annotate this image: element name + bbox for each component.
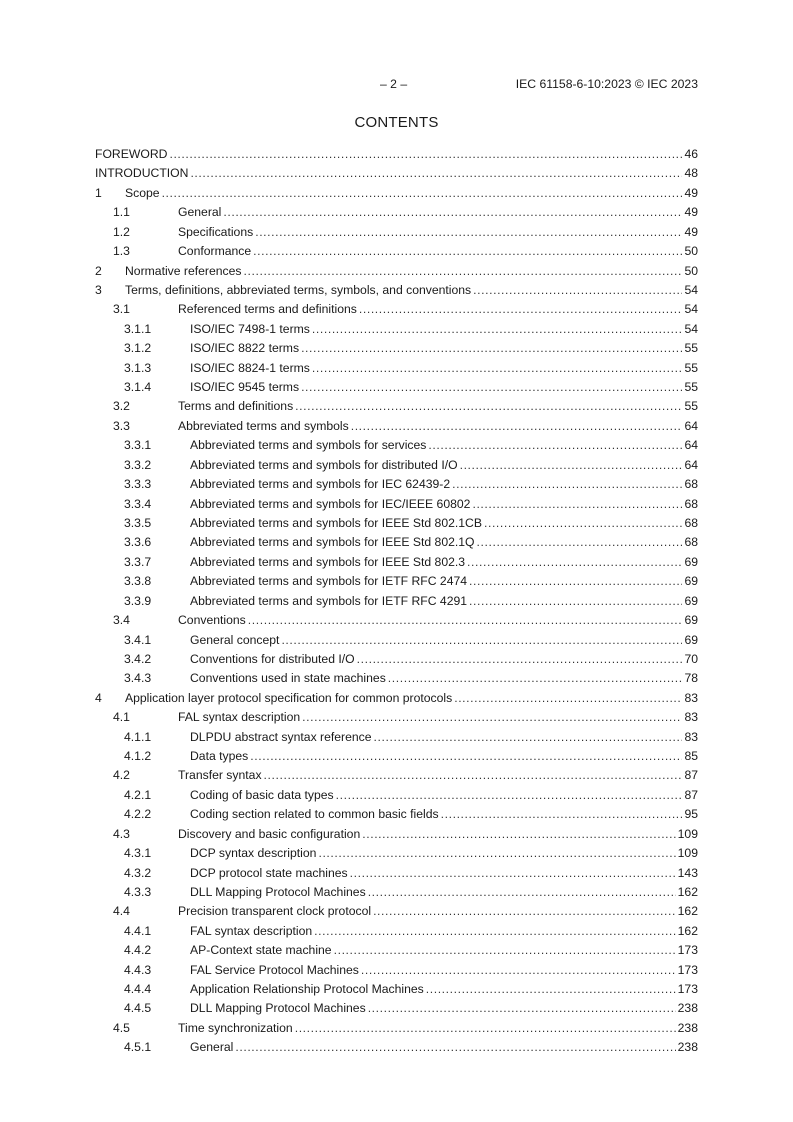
toc-entry-number: 3.1.2 [124,341,152,356]
toc-entry[interactable] [95,903,698,919]
toc-dot-leader [301,340,682,356]
toc-dot-leader [374,729,683,745]
toc-entry-number: 1.2 [113,224,130,239]
toc-entry-number: 3.1.1 [124,321,152,336]
toc-entry-number: 3.3.2 [124,457,152,472]
toc-entry-title: Coding section related to common basic fields [190,807,439,822]
toc-dot-leader [473,282,682,298]
toc-entry[interactable] [95,185,698,201]
toc-entry-number: 3.1.3 [124,360,152,375]
toc-entry-title: Abbreviated terms and symbols for IETF RFC 2474 [190,574,468,589]
toc-entry-title: General concept [190,632,280,647]
toc-entry[interactable] [95,321,698,337]
toc-entry[interactable] [95,534,698,550]
toc-dot-leader [336,787,683,803]
toc-entry-number: 3.1.4 [124,380,152,395]
toc-entry-title: Application Relationship Protocol Machines [190,982,424,997]
toc-entry-title: Application layer protocol specification for common protocols [125,690,453,705]
toc-entry-number: 3.3.7 [124,554,152,569]
toc-entry-number: 3.4.3 [124,671,152,686]
toc-entry-page: 69 [684,593,698,608]
toc-entry-title: AP-Context state machine [190,943,332,958]
toc-entry-page: 55 [684,341,698,356]
toc-entry-title: ISO/IEC 8824-1 terms [190,360,310,375]
toc-entry-number: 4.4 [113,904,130,919]
toc-entry-page: 64 [684,457,698,472]
toc-dot-leader [441,806,683,822]
toc-entry-page: 69 [684,632,698,647]
toc-entry-number: 1 [95,185,102,200]
toc-entry-page: 83 [684,710,698,725]
toc-entry-page: 87 [684,768,698,783]
toc-entry-title: FAL syntax description [178,710,301,725]
toc-entry-title: Abbreviated terms and symbols for IEC/IEEE 60802 [190,496,471,511]
toc-entry[interactable] [95,1039,698,1055]
toc-entry[interactable] [95,379,698,395]
toc-entry-title: ISO/IEC 7498-1 terms [190,321,310,336]
toc-dot-leader [281,632,682,648]
toc-entry-number: 3.3.8 [124,574,152,589]
toc-entry-page: 83 [684,729,698,744]
toc-entry-title: Discovery and basic configuration [178,826,361,841]
toc-dot-leader [368,884,676,900]
toc-entry-number: 4.3.2 [124,865,152,880]
toc-entry-number: 1.3 [113,244,130,259]
toc-dot-leader [318,845,675,861]
toc-entry[interactable] [95,826,698,842]
toc-entry[interactable] [95,457,698,473]
toc-entry-page: 95 [684,807,698,822]
toc-dot-leader [362,826,675,842]
toc-entry-number: 3.3.5 [124,515,152,530]
toc-entry-title: Abbreviated terms and symbols for IETF RFC 4291 [190,593,468,608]
toc-entry-page: 68 [684,535,698,550]
toc-entry-number: 3.4 [113,613,130,628]
toc-entry-page: 64 [684,438,698,453]
toc-dot-leader [314,923,675,939]
toc-entry-page: 68 [684,477,698,492]
toc-entry-number: 4.4.1 [124,923,152,938]
toc-entry[interactable] [95,243,698,259]
toc-entry-title: DLL Mapping Protocol Machines [190,1001,366,1016]
toc-entry-number: 4.5.1 [124,1040,152,1055]
toc-entry-title: DLL Mapping Protocol Machines [190,884,366,899]
toc-dot-leader [264,767,683,783]
toc-dot-leader [467,554,682,570]
toc-entry-number: 4.4.3 [124,962,152,977]
toc-dot-leader [428,437,682,453]
toc-entry[interactable] [95,612,698,628]
toc-entry-page: 49 [684,224,698,239]
toc-entry-number: 4.4.4 [124,982,152,997]
toc-dot-leader [472,496,682,512]
toc-entry-title: ISO/IEC 8822 terms [190,341,300,356]
toc-entry-number: 4.3.1 [124,846,152,861]
toc-entry-page: 70 [684,651,698,666]
toc-entry-title: General [178,205,222,220]
toc-entry-page: 69 [684,554,698,569]
toc-entry[interactable] [95,962,698,978]
toc-entry-title: Terms and definitions [178,399,294,414]
toc-entry-number: 1.1 [113,205,130,220]
toc-entry-title: Transfer syntax [178,768,262,783]
toc-entry-title: Scope [125,185,160,200]
toc-dot-leader [454,690,682,706]
toc-dot-leader [250,748,682,764]
toc-dot-leader [190,165,682,181]
toc-entry[interactable] [95,1000,698,1016]
toc-entry-title: DCP protocol state machines [190,865,348,880]
toc-entry-number: 3.3.9 [124,593,152,608]
toc-dot-leader [359,301,683,317]
toc-entry[interactable] [95,204,698,220]
page-title: CONTENTS [354,114,439,131]
toc-entry-page: 109 [677,826,698,841]
toc-entry-page: 49 [684,185,698,200]
toc-entry-title: Data types [190,749,249,764]
toc-entry-page: 173 [677,962,698,977]
toc-dot-leader [426,981,676,997]
toc-dot-leader [351,418,683,434]
toc-entry-page: 55 [684,360,698,375]
toc-dot-leader [169,146,682,162]
toc-entry-page: 55 [684,399,698,414]
toc-dot-leader [295,398,682,414]
toc-entry-title: DLPDU abstract syntax reference [190,729,372,744]
toc-entry[interactable] [95,398,698,414]
toc-entry-page: 162 [677,884,698,899]
toc-entry-page: 238 [677,1040,698,1055]
toc-entry-number: 3.3.1 [124,438,152,453]
toc-entry-title: Abbreviated terms and symbols for IEEE Std 802.3 [190,554,466,569]
toc-entry-title: Abbreviated terms and symbols for IEEE Std 802.1CB [190,515,482,530]
toc-dot-leader [484,515,682,531]
toc-entry[interactable] [95,360,698,376]
toc-entry[interactable] [95,632,698,648]
toc-entry[interactable] [95,806,698,822]
toc-entry-number: 3.4.1 [124,632,152,647]
toc-entry-page: 48 [684,166,698,181]
toc-entry-number: 4.2 [113,768,130,783]
toc-entry[interactable] [95,554,698,570]
toc-dot-leader [253,243,682,259]
toc-dot-leader [469,593,682,609]
toc-entry-page: 83 [684,690,698,705]
toc-entry-number: 4.2.2 [124,807,152,822]
toc-dot-leader [368,1000,676,1016]
toc-entry[interactable] [95,670,698,686]
toc-entry-title: Abbreviated terms and symbols [178,418,349,433]
toc-entry[interactable] [95,340,698,356]
toc-entry-page: 162 [677,923,698,938]
toc-entry-title: Coding of basic data types [190,787,334,802]
toc-entry-page: 173 [677,982,698,997]
toc-entry-number: 3.2 [113,399,130,414]
toc-entry-page: 238 [677,1020,698,1035]
toc-entry[interactable] [95,301,698,317]
toc-entry-title: Abbreviated terms and symbols for services [190,438,427,453]
page-header [0,77,793,93]
toc-entry[interactable] [95,593,698,609]
toc-dot-leader [388,670,683,686]
toc-entry[interactable] [95,767,698,783]
toc-entry[interactable] [95,729,698,745]
toc-entry-number: 4.1 [113,710,130,725]
toc-entry-number: 4.3.3 [124,884,152,899]
toc-dot-leader [452,476,682,492]
toc-dot-leader [301,379,682,395]
toc-entry[interactable] [95,496,698,512]
toc-entry[interactable] [95,437,698,453]
toc-entry[interactable] [95,263,698,279]
toc-entry-page: 162 [677,904,698,919]
toc-entry-number: 4.4.5 [124,1001,152,1016]
toc-dot-leader [302,709,682,725]
toc-entry-number: 4.4.2 [124,943,152,958]
toc-entry-page: 68 [684,496,698,511]
toc-entry-page: 54 [684,321,698,336]
toc-dot-leader [255,224,682,240]
toc-entry-number: 3.3 [113,418,130,433]
toc-entry[interactable] [95,690,698,706]
toc-entry[interactable] [95,282,698,298]
toc-entry[interactable] [95,981,698,997]
toc-entry-number: 4.3 [113,826,130,841]
toc-entry-number: 3 [95,282,102,297]
toc-entry[interactable] [95,146,698,162]
toc-entry[interactable] [95,748,698,764]
toc-entry[interactable] [95,1020,698,1036]
toc-dot-leader [460,457,683,473]
toc-entry-page: 69 [684,613,698,628]
toc-entry-page: 55 [684,380,698,395]
toc-entry-number: 2 [95,263,102,278]
document-id: IEC 61158-6-10:2023 © IEC 2023 [515,77,698,91]
toc-entry[interactable] [95,865,698,881]
toc-entry[interactable] [95,787,698,803]
toc-entry[interactable] [95,709,698,725]
toc-entry-title: Conventions for distributed I/O [190,651,355,666]
toc-entry-title: Abbreviated terms and symbols for IEEE Std 802.1Q [190,535,475,550]
toc-entry-page: 50 [684,263,698,278]
toc-entry-title: ISO/IEC 9545 terms [190,380,300,395]
toc-entry-title: DCP syntax description [190,846,317,861]
toc-entry-page: 50 [684,244,698,259]
toc-entry-title: FOREWORD [95,147,168,161]
toc-entry-page: 109 [677,846,698,861]
toc-entry[interactable] [95,476,698,492]
toc-entry-title: Conformance [178,244,252,259]
toc-entry-number: 4.2.1 [124,787,152,802]
toc-entry-page: 87 [684,787,698,802]
toc-entry[interactable] [95,923,698,939]
toc-entry-number: 3.1 [113,302,130,317]
toc-dot-leader [248,612,683,628]
toc-entry-page: 49 [684,205,698,220]
toc-entry-number: 3.4.2 [124,651,152,666]
toc-entry[interactable] [95,418,698,434]
toc-entry-page: 69 [684,574,698,589]
toc-entry[interactable] [95,845,698,861]
toc-entry-page: 143 [677,865,698,880]
toc-entry-title: Conventions used in state machines [190,671,386,686]
toc-entry[interactable] [95,942,698,958]
toc-entry-title: FAL syntax description [190,923,313,938]
toc-entry[interactable] [95,573,698,589]
toc-entry-page: 54 [684,282,698,297]
toc-dot-leader [162,185,683,201]
toc-entry[interactable] [95,884,698,900]
toc-entry-number: 4.5 [113,1020,130,1035]
toc-entry-title: FAL Service Protocol Machines [190,962,359,977]
toc-entry[interactable] [95,515,698,531]
toc-entry-title: Conventions [178,613,246,628]
toc-entry-title: Referenced terms and definitions [178,302,357,317]
toc-dot-leader [357,651,683,667]
toc-dot-leader [312,360,683,376]
toc-entry-number: 3.3.3 [124,477,152,492]
toc-entry-page: 173 [677,943,698,958]
toc-dot-leader [373,903,676,919]
toc-dot-leader [350,865,676,881]
toc-dot-leader [295,1020,676,1036]
toc-entry-title: General [190,1040,234,1055]
toc-entry-title: Precision transparent clock protocol [178,904,372,919]
page-number: – 2 – [380,77,408,91]
toc-entry-number: 3.3.6 [124,535,152,550]
toc-entry-number: 3.3.4 [124,496,152,511]
toc-entry-number: 4.1.1 [124,729,152,744]
toc-dot-leader [223,204,682,220]
toc-entry[interactable] [95,224,698,240]
toc-entry-number: 4 [95,690,102,705]
toc-dot-leader [361,962,676,978]
toc-entry-title: Normative references [125,263,242,278]
toc-entry-page: 54 [684,302,698,317]
toc-entry-number: 4.1.2 [124,749,152,764]
toc-dot-leader [312,321,683,337]
toc-dot-leader [469,573,682,589]
toc-entry[interactable] [95,165,698,181]
toc-entry-page: 238 [677,1001,698,1016]
toc-dot-leader [244,263,683,279]
toc-dot-leader [477,534,683,550]
toc-entry-title: Terms, definitions, abbreviated terms, symbols, and conventions [125,282,472,297]
toc-entry-title: Specifications [178,224,254,239]
toc-entry-page: 64 [684,418,698,433]
toc-entry-page: 85 [684,749,698,764]
toc-entry-page: 78 [684,671,698,686]
toc-dot-leader [334,942,676,958]
toc-entry-title: Time synchronization [178,1020,293,1035]
toc-entry-page: 46 [684,147,698,161]
toc-entry-title: INTRODUCTION [95,166,189,181]
toc-entry-title: Abbreviated terms and symbols for distributed I/O [190,457,458,472]
toc-dot-leader [235,1039,675,1055]
toc-entry-title: Abbreviated terms and symbols for IEC 62439-2 [190,477,451,492]
toc-entry[interactable] [95,651,698,667]
toc-entry-page: 68 [684,515,698,530]
